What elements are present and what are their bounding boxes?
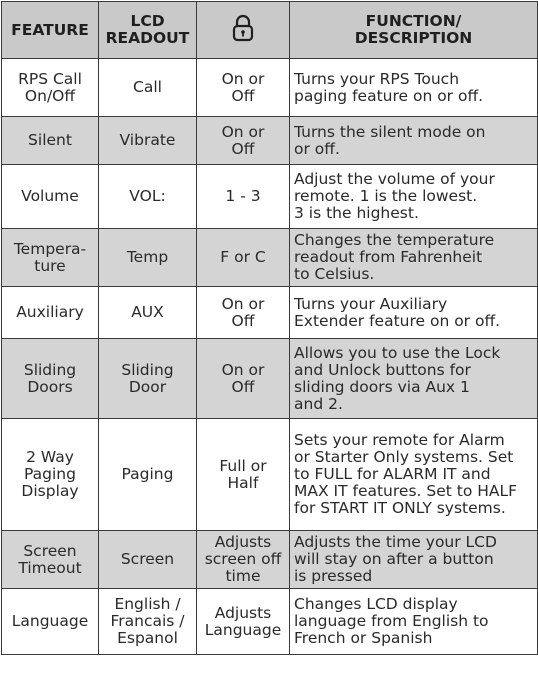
table-row (2, 339, 538, 419)
header-feature: FEATURE (2, 2, 99, 59)
description-cell-text: Adjusts the time your LCD will stay on after a button is pressed (294, 533, 497, 585)
table-row (2, 229, 538, 287)
lcd-readout-cell-text: Temp (126, 248, 169, 266)
header-lcd-readout: LCD READOUT (99, 2, 197, 59)
feature-cell-text: Screen Timeout (18, 541, 82, 577)
description-cell-text: Turns your RPS Touch paging feature on or off. (294, 69, 484, 105)
setting-cell (197, 287, 290, 339)
table-row (2, 419, 538, 531)
lcd-readout-cell-text: Call (133, 78, 162, 96)
lcd-readout-cell (99, 589, 197, 655)
description-cell (290, 419, 538, 531)
setting-cell-text: On or Off (221, 122, 265, 158)
table-row (2, 59, 538, 117)
lcd-readout-cell-text: English / Francais / Espanol (110, 595, 185, 647)
header-function-description: FUNCTION/ DESCRIPTION (290, 2, 538, 59)
feature-cell-text: Volume (21, 187, 79, 205)
lcd-readout-cell (99, 59, 197, 117)
description-cell (290, 287, 538, 339)
setting-cell-text: On or Off (221, 69, 265, 105)
setting-cell-text: Adjusts Language (204, 603, 282, 639)
setting-cell (197, 229, 290, 287)
feature-cell (2, 419, 99, 531)
feature-cell (2, 531, 99, 589)
lcd-readout-cell (99, 287, 197, 339)
lcd-readout-cell (99, 165, 197, 229)
lcd-readout-cell-text: Sliding Door (121, 360, 174, 396)
setting-cell (197, 531, 290, 589)
lcd-readout-cell (99, 339, 197, 419)
setting-cell-text: On or Off (221, 360, 265, 396)
lcd-readout-cell (99, 419, 197, 531)
setting-cell (197, 419, 290, 531)
feature-cell-text: Tempera- ture (13, 239, 87, 275)
setting-cell (197, 339, 290, 419)
setting-cell-text: 1 - 3 (225, 187, 261, 205)
table-row (2, 531, 538, 589)
feature-cell-text: Sliding Doors (23, 360, 77, 396)
table-row (2, 165, 538, 229)
feature-cell (2, 165, 99, 229)
setting-cell (197, 165, 290, 229)
description-cell (290, 339, 538, 419)
setting-cell (197, 117, 290, 165)
description-cell-text: Sets your remote for Alarm or Starter Only systems. Set to FULL for ALARM IT and MAX IT features. Set to HALF for START IT ONLY systems. (294, 431, 518, 517)
lcd-readout-cell (99, 117, 197, 165)
feature-cell (2, 117, 99, 165)
lcd-readout-cell-text: VOL: (129, 187, 166, 205)
table-row (2, 287, 538, 339)
setting-cell-text: F or C (220, 248, 266, 266)
setting-cell (197, 59, 290, 117)
table-row (2, 117, 538, 165)
description-cell (290, 117, 538, 165)
feature-cell (2, 59, 99, 117)
description-cell (290, 165, 538, 229)
description-cell-text: Turns your Auxiliary Extender feature on or off. (294, 294, 501, 330)
lcd-readout-cell-text: Paging (121, 465, 174, 483)
table-header-row (2, 2, 538, 59)
setting-cell (197, 589, 290, 655)
setting-cell-text: Full or Half (219, 456, 267, 492)
feature-cell (2, 229, 99, 287)
description-cell (290, 229, 538, 287)
padlock-icon (232, 14, 254, 46)
table-row (2, 589, 538, 655)
description-cell (290, 589, 538, 655)
description-cell-text: Allows you to use the Lock and Unlock buttons for sliding doors via Aux 1 and 2. (294, 343, 501, 413)
description-cell (290, 59, 538, 117)
feature-cell (2, 339, 99, 419)
setting-cell-text: On or Off (221, 294, 265, 330)
setting-cell-text: Adjusts screen off time (204, 533, 282, 585)
feature-table (1, 1, 538, 655)
lcd-readout-cell-text: Screen (120, 550, 175, 568)
lcd-readout-cell-text: AUX (131, 303, 164, 321)
description-cell-text: Changes the temperature readout from Fahrenheit to Celsius. (294, 231, 495, 283)
lcd-readout-cell (99, 531, 197, 589)
feature-cell-text: RPS Call On/Off (18, 69, 82, 105)
lcd-readout-cell-text: Vibrate (119, 131, 176, 149)
description-cell-text: Adjust the volume of your remote. 1 is the lowest. 3 is the highest. (294, 170, 495, 222)
description-cell (290, 531, 538, 589)
description-cell-text: Changes LCD display language from English to French or Spanish (294, 595, 489, 647)
lcd-readout-cell (99, 229, 197, 287)
feature-cell (2, 589, 99, 655)
header-lock-setting (197, 2, 290, 59)
feature-cell-text: Auxiliary (16, 303, 84, 321)
feature-cell (2, 287, 99, 339)
description-cell-text: Turns the silent mode on or off. (294, 122, 486, 158)
feature-cell-text: Language (11, 612, 89, 630)
feature-cell-text: 2 Way Paging Display (21, 448, 79, 500)
feature-cell-text: Silent (28, 131, 72, 149)
